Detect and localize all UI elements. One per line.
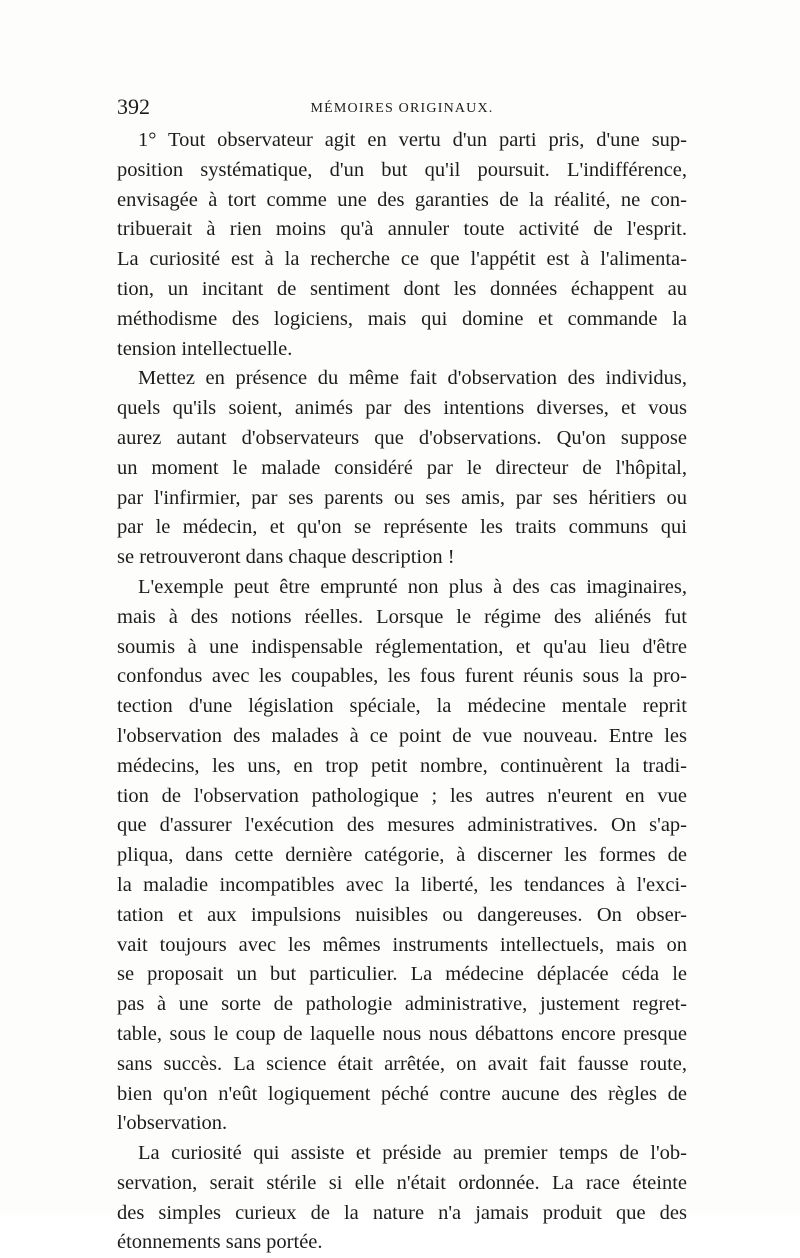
- page-number: 392: [117, 94, 150, 119]
- text-line: soumis à une indispensable réglementation, et qu'au lieu d'être: [117, 635, 687, 658]
- text-line: servation, serait stérile si elle n'était ordonnée. La race éteinte: [117, 1171, 687, 1194]
- text-line: par l'infirmier, par ses parents ou ses amis, par ses héritiers ou: [117, 486, 687, 509]
- text-line: tension intellectuelle.: [117, 337, 293, 360]
- text-line: l'observation.: [117, 1112, 228, 1135]
- text-line: étonnements sans portée.: [117, 1231, 323, 1254]
- text-line: bien qu'on n'eût logiquement péché contre aucune des règles de: [117, 1082, 687, 1105]
- text-line: des simples curieux de la nature n'a jamais produit que des: [117, 1201, 687, 1224]
- text-line: tection d'une législation spéciale, la médecine mentale reprit: [117, 695, 687, 718]
- text-line: tion, un incitant de sentiment dont les données échappent au: [117, 277, 687, 300]
- text-line: Mettez en présence du même fait d'observation des individus,: [138, 367, 687, 390]
- text-line: mais à des notions réelles. Lorsque le régime des aliénés fut: [117, 605, 687, 628]
- text-line: envisagée à tort comme une des garanties de la réalité, ne con-: [117, 188, 687, 211]
- text-line: aurez autant d'observateurs que d'observations. Qu'on suppose: [117, 426, 687, 449]
- text-line: la maladie incompatibles avec la liberté, les tendances à l'exci-: [117, 873, 687, 896]
- text-line: quels qu'ils soient, animés par des intentions diverses, et vous: [117, 397, 687, 420]
- text-line: un moment le malade considéré par le directeur de l'hôpital,: [117, 456, 687, 479]
- text-line: sans succès. La science était arrêtée, on avait fait fausse route,: [117, 1052, 687, 1075]
- text-line: tion de l'observation pathologique ; les autres n'eurent en vue: [117, 784, 687, 807]
- text-line: confondus avec les coupables, les fous furent réunis sous la pro-: [117, 665, 687, 688]
- running-head: MÉMOIRES ORIGINAUX.: [310, 101, 494, 116]
- text-line: tribuerait à rien moins qu'à annuler toute activité de l'esprit.: [117, 218, 687, 241]
- text-line: que d'assurer l'exécution des mesures administratives. On s'ap-: [117, 814, 687, 837]
- text-line: tation et aux impulsions nuisibles ou dangereuses. On obser-: [117, 903, 687, 926]
- page-header: [117, 92, 687, 122]
- text-line: se retrouveront dans chaque description !: [117, 546, 455, 569]
- text-line: vait toujours avec les mêmes instruments intellectuels, mais on: [117, 933, 687, 956]
- text-line: par le médecin, et qu'on se représente les traits communs qui: [117, 516, 687, 539]
- text-line: table, sous le coup de laquelle nous nous débattons encore presque: [117, 1022, 687, 1045]
- text-line: position systématique, d'un but qu'il poursuit. L'indifférence,: [117, 158, 687, 181]
- text-line: L'exemple peut être emprunté non plus à des cas imaginaires,: [138, 575, 687, 598]
- text-line: méthodisme des logiciens, mais qui domine et commande la: [117, 307, 687, 330]
- text-line: La curiosité qui assiste et préside au premier temps de l'ob-: [138, 1142, 687, 1165]
- text-line: pas à une sorte de pathologie administrative, justement regret-: [117, 993, 687, 1016]
- text-line: se proposait un but particulier. La médecine déplacée céda le: [117, 963, 687, 986]
- text-line: l'observation des malades à ce point de vue nouveau. Entre les: [117, 724, 687, 747]
- text-line: La curiosité est à la recherche ce que l'appétit est à l'alimenta-: [117, 248, 687, 271]
- text-line: pliqua, dans cette dernière catégorie, à discerner les formes de: [117, 844, 687, 867]
- text-line: 1° Tout observateur agit en vertu d'un parti pris, d'une sup-: [138, 129, 687, 151]
- text-line: médecins, les uns, en trop petit nombre, continuèrent la tradi-: [117, 754, 687, 777]
- body-text: [117, 126, 687, 1258]
